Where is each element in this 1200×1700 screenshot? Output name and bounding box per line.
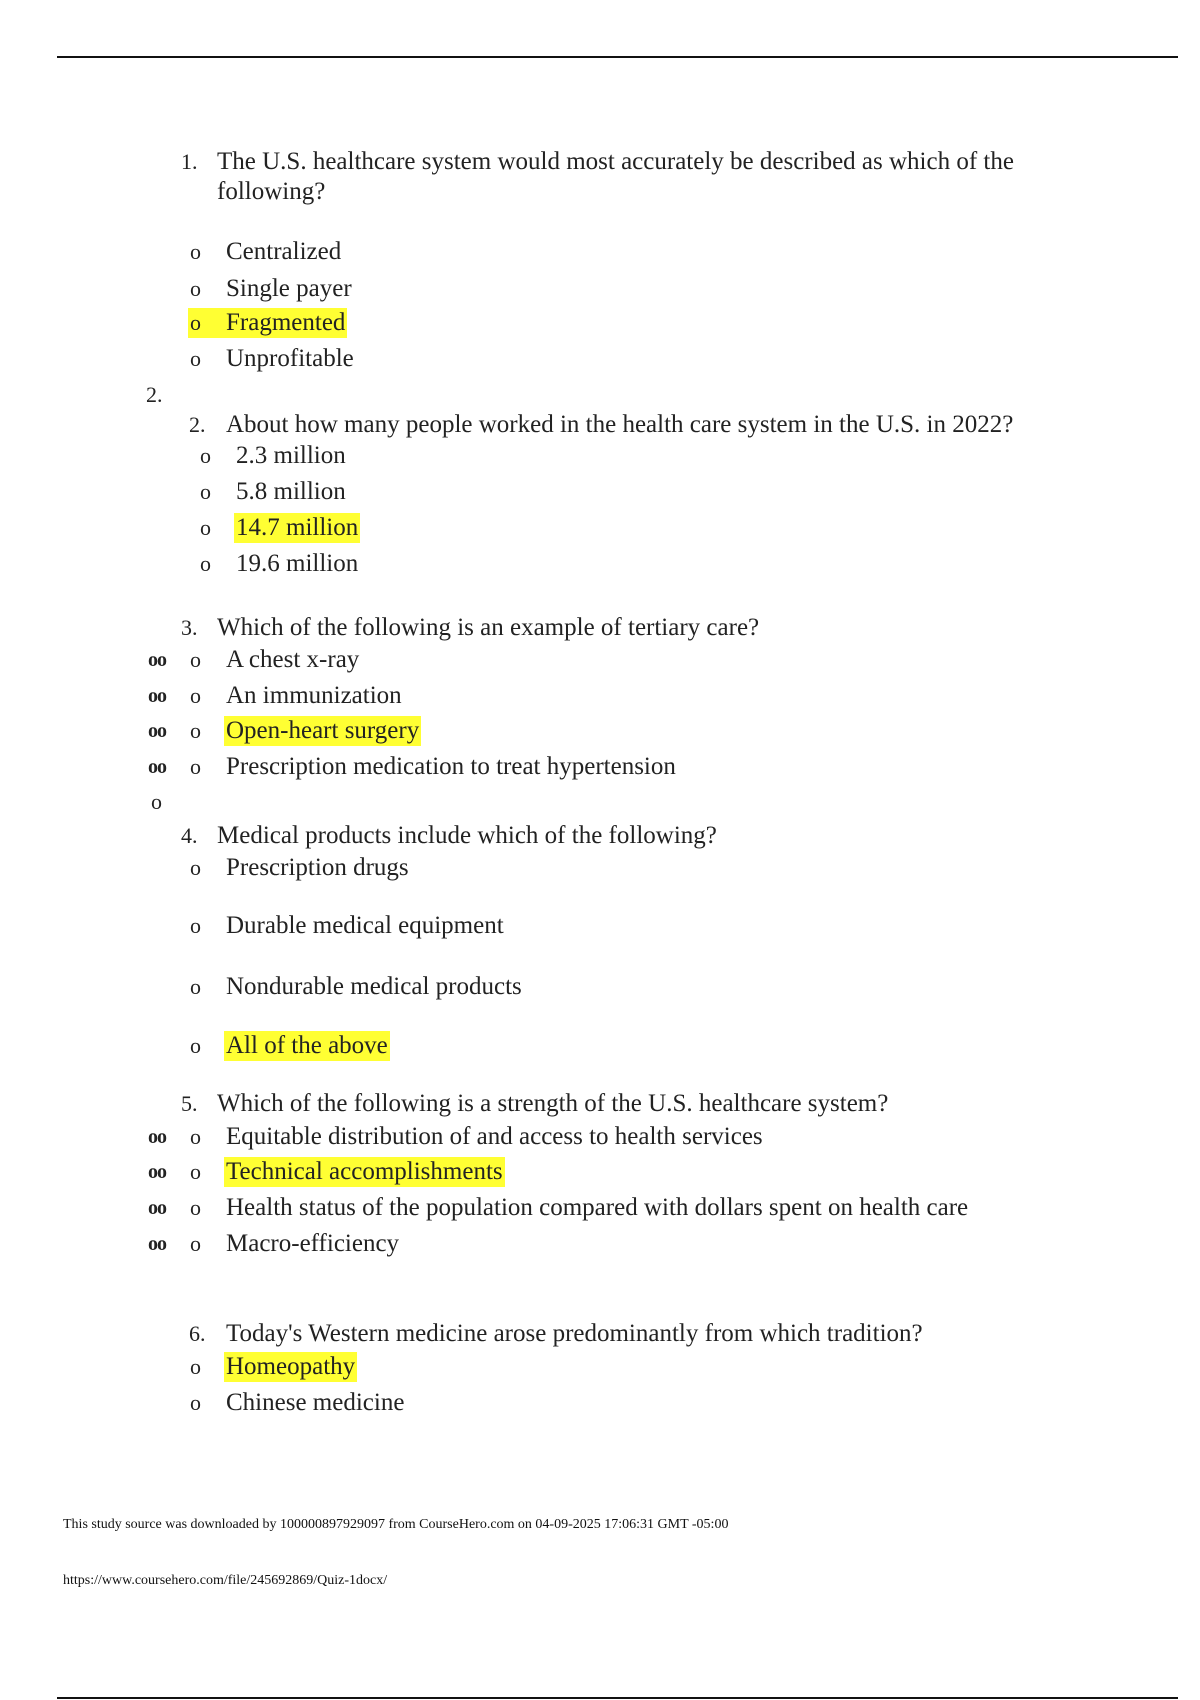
bullet: o <box>190 346 201 371</box>
bullet: o <box>190 754 201 779</box>
ghost-bullet: oo <box>148 1126 166 1148</box>
q2-option-3-answer: 14.7 million <box>236 514 359 541</box>
question-1-number: 1. <box>181 149 198 174</box>
q6-option-2: Chinese medicine <box>226 1389 405 1416</box>
q2-option-1: 2.3 million <box>236 442 346 469</box>
q5-option-2-answer: Technical accomplishments <box>226 1158 503 1185</box>
ghost-bullet: oo <box>148 1233 166 1255</box>
ghost-bullet: oo <box>148 1161 166 1183</box>
q4-option-4-answer: All of the above <box>226 1032 388 1059</box>
source-url[interactable]: https://www.coursehero.com/file/245692869/Quiz-1docx/ <box>63 1573 388 1588</box>
bullet: o <box>190 1159 201 1184</box>
bullet: o <box>190 1231 201 1256</box>
q3-option-1: A chest x-ray <box>226 646 360 673</box>
question-3-text: Which of the following is an example of tertiary care? <box>217 614 760 641</box>
ghost-bullet: oo <box>148 1197 166 1219</box>
bullet: o <box>190 1390 201 1415</box>
question-2-number: 2. <box>189 412 206 437</box>
question-1-text-line2: following? <box>217 178 326 205</box>
question-6-number: 6. <box>189 1321 206 1346</box>
top-rule <box>57 56 1178 58</box>
q1-option-1: Centralized <box>226 238 342 265</box>
ghost-bullet: oo <box>148 756 166 778</box>
q4-option-1: Prescription drugs <box>226 854 409 881</box>
q1-option-2: Single payer <box>226 275 352 302</box>
ghost-bullet: oo <box>148 720 166 742</box>
bullet: o <box>190 1354 201 1379</box>
q4-option-3: Nondurable medical products <box>226 973 522 1000</box>
download-notice: This study source was downloaded by 100000897929097 from CourseHero.com on 04-09-2025 17:06:31 GMT -05:00 <box>63 1517 729 1532</box>
q3-option-3-answer: Open-heart surgery <box>226 717 420 744</box>
bullet: o <box>200 515 211 540</box>
bullet: o <box>190 647 201 672</box>
bullet: o <box>190 683 201 708</box>
question-6-text: Today's Western medicine arose predominantly from which tradition? <box>226 1320 923 1347</box>
bullet-highlighted: o <box>188 308 228 338</box>
bullet: o <box>200 479 211 504</box>
q2-option-4: 19.6 million <box>236 550 359 577</box>
bullet: o <box>190 718 201 743</box>
q6-option-1-answer: Homeopathy <box>226 1353 356 1380</box>
question-5-text: Which of the following is a strength of the U.S. healthcare system? <box>217 1090 889 1117</box>
q4-option-2: Durable medical equipment <box>226 912 504 939</box>
bottom-rule <box>57 1697 1178 1699</box>
stray-bullet: o <box>151 789 162 814</box>
q2-option-2: 5.8 million <box>236 478 346 505</box>
q3-option-2: An immunization <box>226 682 402 709</box>
bullet: o <box>190 1033 201 1058</box>
question-3-number: 3. <box>181 615 198 640</box>
bullet: o <box>190 276 201 301</box>
bullet: o <box>200 443 211 468</box>
bullet: o <box>190 913 201 938</box>
q3-option-4: Prescription medication to treat hypertension <box>226 753 676 780</box>
q5-option-4: Macro-efficiency <box>226 1230 400 1257</box>
question-1-text-line1: The U.S. healthcare system would most accurately be described as which of the <box>217 148 1014 175</box>
question-4-text: Medical products include which of the following? <box>217 822 717 849</box>
bullet: o <box>190 974 201 999</box>
bullet: o <box>190 855 201 880</box>
question-4-number: 4. <box>181 823 198 848</box>
bullet: o <box>200 551 211 576</box>
ghost-bullet: oo <box>148 649 166 671</box>
q1-option-3-answer: Fragmented <box>226 309 346 336</box>
q5-option-3: Health status of the population compared with dollars spent on health care <box>226 1194 969 1221</box>
bullet: o <box>190 1195 201 1220</box>
bullet: o <box>190 1124 201 1149</box>
bullet: o <box>190 239 201 264</box>
question-2-text: About how many people worked in the health care system in the U.S. in 2022? <box>226 411 1014 438</box>
q1-option-4: Unprofitable <box>226 345 354 372</box>
question-5-number: 5. <box>181 1091 198 1116</box>
stray-number: 2. <box>146 382 163 407</box>
q5-option-1: Equitable distribution of and access to health services <box>226 1123 763 1150</box>
ghost-bullet: oo <box>148 685 166 707</box>
